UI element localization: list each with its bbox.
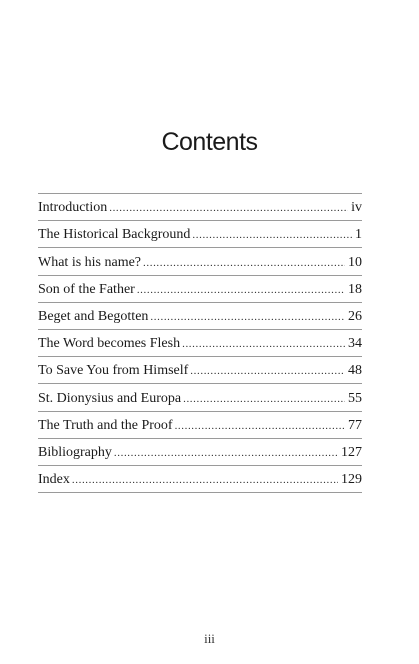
toc-entry-page: 55 (348, 390, 362, 406)
folio-page-number: iii (204, 631, 215, 646)
toc-entry-page: 1 (355, 227, 362, 243)
toc-entry-page: 127 (341, 444, 362, 460)
dot-leader (137, 282, 345, 298)
toc-entry-label: St. Dionysius and Europa (38, 390, 182, 406)
toc-entry-introduction (38, 193, 362, 220)
toc-entry-label: The Historical Background (38, 227, 191, 243)
toc-entry-beget-and-begotten (38, 302, 362, 329)
toc-entry-label: Introduction (38, 200, 108, 216)
toc-entry-page: 18 (348, 281, 362, 297)
dot-leader (72, 472, 338, 488)
toc-entry-label: Son of the Father (38, 281, 135, 297)
toc-entry-page: 77 (348, 417, 362, 433)
toc-entry-page: 34 (348, 336, 362, 352)
dot-leader (114, 445, 338, 461)
toc-entry-label: To Save You from Himself (38, 363, 189, 379)
toc-entry-truth-and-proof (38, 411, 362, 438)
dot-leader (182, 336, 345, 352)
toc-entry-label: The Word becomes Flesh (38, 336, 181, 352)
toc-entry-word-becomes-flesh (38, 329, 362, 356)
toc-entry-what-is-his-name (38, 247, 362, 274)
toc-entry-page: 10 (348, 254, 362, 270)
toc-entry-to-save-you (38, 356, 362, 383)
toc-entry-page: 48 (348, 363, 362, 379)
toc-entry-page: 129 (341, 472, 362, 488)
toc-entry-son-of-the-father (38, 275, 362, 302)
toc-entry-label: What is his name? (38, 254, 142, 270)
toc-entry-label: Index (38, 472, 70, 488)
toc-entry-bibliography (38, 438, 362, 465)
dot-leader (150, 309, 345, 325)
dot-leader (183, 391, 345, 407)
toc-bottom-rule (38, 492, 362, 493)
toc-entry-label: The Truth and the Proof (38, 417, 173, 433)
dot-leader (175, 418, 345, 434)
toc-entry-page: iv (351, 200, 362, 216)
dot-leader (143, 255, 345, 271)
table-of-contents (38, 193, 362, 493)
page-title: Contents (161, 128, 258, 156)
toc-entry-label: Beget and Begotten (38, 308, 149, 324)
dot-leader (109, 200, 348, 216)
toc-entry-page: 26 (348, 308, 362, 324)
toc-entry-label: Bibliography (38, 444, 112, 460)
toc-entry-index (38, 465, 362, 492)
dot-leader (190, 363, 345, 379)
toc-entry-st-dionysius (38, 383, 362, 410)
toc-entry-historical-background (38, 220, 362, 247)
dot-leader (192, 227, 352, 243)
